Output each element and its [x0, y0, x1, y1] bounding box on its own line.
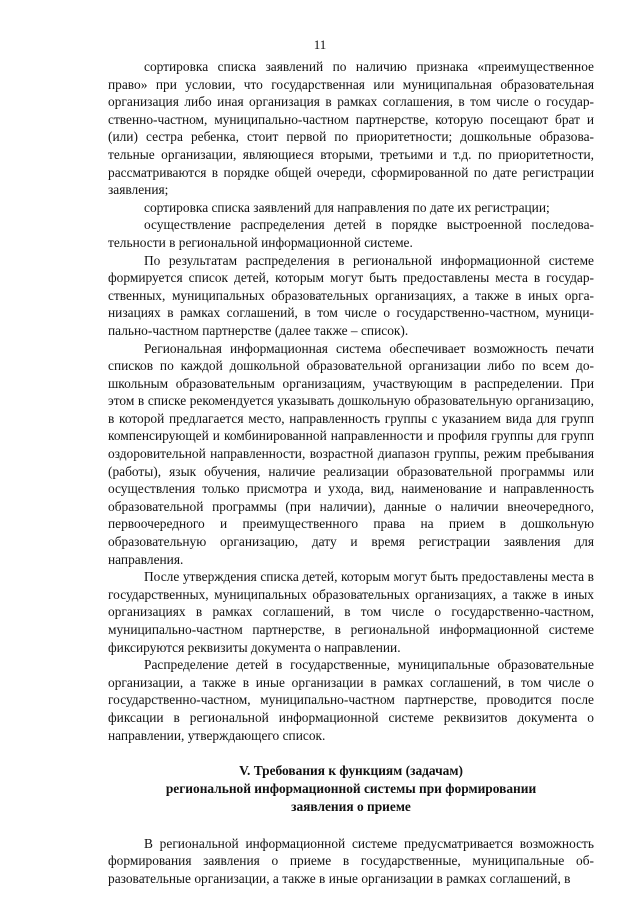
- section-heading: [108, 762, 594, 815]
- paragraph-sorting-date: сортировка списка заявлений для направления по дате их регистрации;: [144, 199, 550, 215]
- section-heading-line: V. Требования к функциям (задачам): [239, 763, 463, 779]
- paragraph-children-list: По результатам распределения в региональной информационной системе формируется список детей, которым могут быть предоставлены места в государственных, муниципальных образовательных организациях, а также в иных организациях в рамках соглашений, в том числе о государственно-частном, муниципально-частном партнерстве (далее также – список).: [108, 252, 594, 338]
- paragraph-list-approval: После утверждения списка детей, которым могут быть предоставлены места в государственных, муниципальных образовательных организациях, а также в иных организациях в рамках соглашений, в том числе о государственно-частном, муниципально-частном партнерстве, в региональной информационной системе фиксируются реквизиты документа о направлении.: [108, 569, 594, 655]
- section-heading-line: региональной информационной системы при формировании: [165, 780, 537, 796]
- paragraph-application-forming: В региональной информационной системе предусматривается возможность формирования заявления о приеме в государственные, муниципальные образовательные организации, а также в иные организации в рамках соглашений, в: [108, 835, 594, 886]
- section-heading-line: заявления о приеме: [291, 798, 411, 814]
- paragraph-sorting-priority: сортировка списка заявлений по наличию признака «преимущественное право» при условии, что государственная или муниципальная образовательная организация либо иная организация в рамках соглашения, в том числе о государственно-частном, муниципально-частном партнерстве, которую посещают брат и (или) сестра ребенка, стоит первой по приоритетности; дошкольные образовательные организации, являющиеся вторыми, третьими и т.д. по приоритетности, рассматриваются в порядке общей очереди, сформированной по дате регистрации заявления;: [108, 59, 594, 198]
- page-number: 11: [313, 37, 327, 52]
- paragraph-distribution-procedure: Распределение детей в государственные, муниципальные образовательные организации, а также в иные организации в рамках соглашений, в том числе о государственно-частном, муниципально-частном партнерстве, проводится после фиксации в региональной информационной системе реквизитов документа о направлении, утверждающего список.: [108, 657, 594, 743]
- page-content: [108, 58, 594, 887]
- paragraph-distribution-sequence: осуществление распределения детей в порядке выстроенной последовательности в региональной информационной системе.: [108, 217, 594, 250]
- paragraph-list-printing: Региональная информационная система обеспечивает возможность печати списков по каждой дошкольной образовательной организации либо по всем дошкольным образовательным организациям, участвующим в распределении. При этом в списке рекомендуется указывать дошкольную образовательную организацию, в которой предлагается место, направленность группы с указанием вида для групп компенсирующей и комбинированной направленности и профиля группы для групп оздоровительной направленности, возрастной диапазон группы, режим пребывания (работы), язык обучения, наличие реализации образовательной программы или осуществления только присмотра и ухода, вид, наименование и направленность образовательной программы (при наличии), данные о наличии внеочередного, первоочередного и преимущественного права на прием в дошкольную образовательную организацию, дату и время регистрации заявления для направления.: [108, 340, 594, 567]
